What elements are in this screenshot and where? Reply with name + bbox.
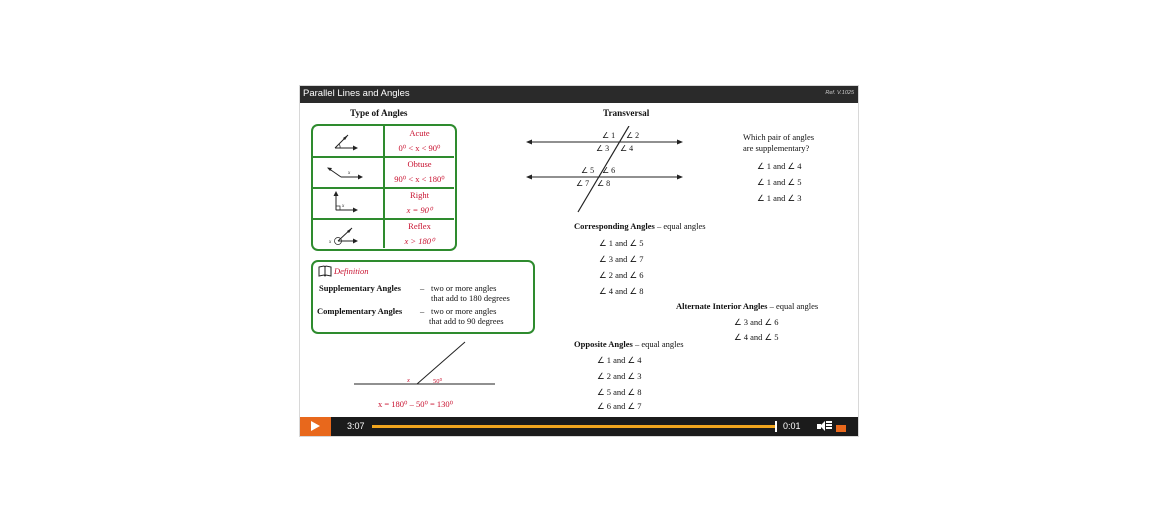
question-line2: are supplementary? [743, 143, 810, 153]
example-x-label: x [407, 377, 410, 384]
answer-option-3[interactable]: ∠ 1 and ∠ 3 [757, 193, 802, 203]
corresponding-title: Corresponding Angles [574, 221, 655, 231]
corresponding-pair-4: ∠ 4 and ∠ 8 [599, 286, 644, 296]
remaining-time: 0:01 [783, 421, 801, 431]
angle-6-label: ∠ 6 [602, 166, 616, 175]
volume-icon[interactable] [817, 421, 831, 432]
svg-text:x: x [342, 204, 345, 209]
video-player[interactable] [300, 86, 858, 436]
reference-label: Ref. V.1025 [825, 90, 854, 96]
example-equation: x = 180⁰ – 50⁰ = 130⁰ [378, 399, 454, 409]
current-time: 3:07 [347, 421, 365, 431]
obtuse-angle-icon [325, 163, 365, 183]
type-of-angles-heading: Type of Angles [350, 108, 408, 118]
table-divider [313, 218, 454, 220]
reflex-label: Reflex [408, 221, 431, 231]
angle-7-label: ∠ 7 [576, 179, 590, 188]
angle-8-label: ∠ 8 [597, 179, 611, 188]
opposite-title: Opposite Angles [574, 339, 633, 349]
question-line1: Which pair of angles [743, 132, 815, 142]
progress-bar[interactable] [372, 425, 777, 428]
alternate-pair-2: ∠ 4 and ∠ 5 [734, 332, 779, 342]
angle-4-label: ∠ 4 [620, 144, 634, 153]
angle-3-label: ∠ 3 [596, 144, 610, 153]
corresponding-pair-1: ∠ 1 and ∠ 5 [599, 238, 644, 248]
transversal-heading: Transversal [603, 108, 650, 118]
corresponding-angles-heading [574, 221, 706, 231]
opposite-angles-heading [574, 339, 684, 349]
angle-types-table [311, 124, 457, 251]
opposite-pair-4: ∠ 6 and ∠ 7 [597, 401, 642, 411]
obtuse-rule: 90⁰ < x < 180⁰ [394, 174, 445, 184]
volume-slider[interactable] [836, 425, 846, 432]
acute-label: Acute [409, 128, 430, 138]
acute-rule: 0⁰ < x < 90⁰ [398, 143, 441, 153]
answer-option-1[interactable]: ∠ 1 and ∠ 4 [757, 161, 802, 171]
definition-title: Definition [334, 266, 369, 276]
table-divider [313, 187, 454, 189]
play-button[interactable] [300, 417, 331, 436]
alternate-interior-title: Alternate Interior Angles [676, 301, 768, 311]
corresponding-suffix: – equal angles [656, 221, 706, 231]
control-bar [300, 417, 858, 436]
video-title: Parallel Lines and Angles [303, 88, 410, 99]
opposite-pair-1: ∠ 1 and ∠ 4 [597, 355, 642, 365]
play-icon [311, 421, 320, 431]
right-label: Right [410, 190, 429, 200]
progress-handle[interactable] [775, 421, 777, 432]
angle-2-label: ∠ 2 [626, 131, 640, 140]
supplementary-def-line1: two or more angles [431, 283, 497, 293]
reflex-angle-icon [327, 223, 367, 247]
complementary-dash: – [420, 306, 425, 316]
lesson-slide [300, 103, 858, 417]
obtuse-label: Obtuse [407, 159, 432, 169]
opposite-suffix: – equal angles [634, 339, 684, 349]
opposite-pair-2: ∠ 2 and ∠ 3 [597, 371, 642, 381]
title-bar [300, 86, 858, 103]
speaker-icon [817, 424, 821, 429]
progress-fill [372, 425, 776, 428]
angle-1-label: ∠ 1 [602, 131, 616, 140]
complementary-def-line1: two or more angles [431, 306, 497, 316]
book-icon [318, 265, 332, 277]
supplementary-dash: – [420, 283, 425, 293]
right-angle-icon [331, 191, 367, 215]
svg-text:x: x [329, 240, 332, 245]
angle-5-label: ∠ 5 [581, 166, 595, 175]
supplementary-example-diagram [350, 339, 500, 391]
alternate-interior-suffix: – equal angles [769, 301, 819, 311]
right-rule: x = 90⁰ [406, 205, 433, 215]
corresponding-pair-3: ∠ 2 and ∠ 6 [599, 270, 644, 280]
supplementary-term: Supplementary Angles [319, 283, 401, 293]
table-divider [313, 156, 454, 158]
alternate-pair-1: ∠ 3 and ∠ 6 [734, 317, 779, 327]
answer-option-2[interactable]: ∠ 1 and ∠ 5 [757, 177, 802, 187]
definition-box [311, 260, 535, 334]
example-angle-label: 50⁰ [433, 378, 443, 385]
volume-level-icon [826, 421, 832, 431]
opposite-pair-3: ∠ 5 and ∠ 8 [597, 387, 642, 397]
reflex-rule: x > 180⁰ [404, 236, 435, 246]
acute-angle-icon [331, 132, 367, 152]
supplementary-def-line2: that add to 180 degrees [431, 293, 510, 303]
alternate-interior-heading [676, 301, 818, 311]
corresponding-pair-2: ∠ 3 and ∠ 7 [599, 254, 644, 264]
complementary-def-line2: that add to 90 degrees [429, 316, 504, 326]
complementary-term: Complementary Angles [317, 306, 403, 316]
svg-text:x: x [348, 171, 351, 176]
